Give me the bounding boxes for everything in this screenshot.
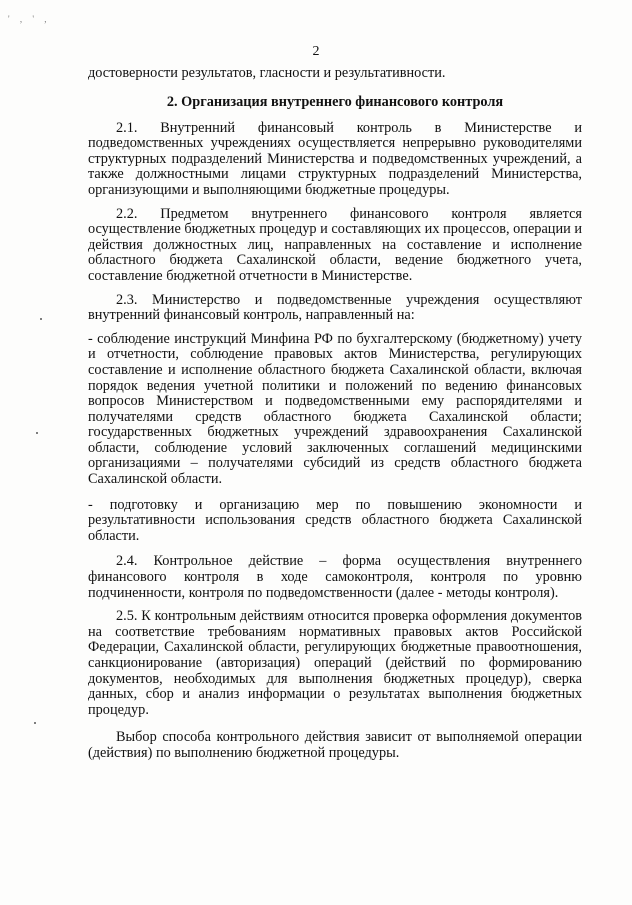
paragraph-2-3: 2.3. Министерство и подведомственные учреждения осуществляют внутренний финансовый контроль, направленный на: bbox=[88, 291, 582, 324]
scan-speck bbox=[40, 318, 42, 320]
page-number: 2 bbox=[312, 44, 320, 59]
paragraph-final: Выбор способа контрольного действия зависит от выполняемой операции (действия) по выполнению бюджетной процедуры. bbox=[88, 729, 582, 761]
list-item-control-compliance: - соблюдение инструкций Минфина РФ по бухгалтерскому (бюджетному) учету и отчетности, соблюдение правовых актов Министерства, регулирующих составление и исполнение областного бюджета Сахалинской области, включая порядок ведения учетной политики и положений по ведению финансовых вопросов Министерством и подведомственными ему распорядителями и получателями средств областного бюджета Сахалинской области; государственных бюджетных учреждений здравоохранения Сахалинской области, соблюдение условий заключенных соглашений медицинскими организациями – получателями субсидий из средств областного бюджета Сахалинской области. bbox=[88, 330, 582, 488]
section-title: 2. Организация внутреннего финансового контроля bbox=[166, 93, 504, 110]
document-body bbox=[88, 66, 582, 770]
scan-artifact-mark: ' , ' , bbox=[8, 14, 51, 24]
list-item-efficiency-measures: - подготовку и организацию мер по повышению экономности и результативности использования средств областного бюджета Сахалинской области. bbox=[88, 496, 582, 544]
paragraph-2-4: 2.4. Контрольное действие – форма осуществления внутреннего финансового контроля в ходе самоконтроля, контроля по уровню подчиненности, контроля по подведомственности (далее - методы контроля). bbox=[88, 553, 582, 601]
paragraph-2-5: 2.5. К контрольным действиям относится проверка оформления документов на соответствие требованиям нормативных правовых актов Российской Федерации, Сахалинской области, регулирующих бюджетные правоотношения, санкционирование (авторизация) операций (действий по формированию документов, необходимых для выполнения бюджетных процедур), сверка данных, сбор и анализ информации о результатах выполнения бюджетных процедур. bbox=[88, 608, 582, 718]
scan-speck bbox=[36, 432, 38, 434]
scan-speck bbox=[34, 722, 36, 724]
paragraph-2-2: 2.2. Предметом внутреннего финансового контроля является осуществление бюджетных процедур и составляющих их процессов, операции и действия должностных лиц, направленных на составление и исполнение областного бюджета Сахалинской области, ведение бюджетного учета, составление бюджетной отчетности в Министерстве. bbox=[88, 205, 582, 284]
paragraph-2-1: 2.1. Внутренний финансовый контроль в Министерстве и подведомственных учреждениях осуществляется непрерывно руководителями структурных подразделений Министерства и подведомственных учреждений, а также должностными лицами структурных подразделений Министерства, организующими и выполняющими бюджетные процедуры. bbox=[88, 119, 582, 198]
intro-line: достоверности результатов, гласности и результативности. bbox=[88, 65, 446, 81]
